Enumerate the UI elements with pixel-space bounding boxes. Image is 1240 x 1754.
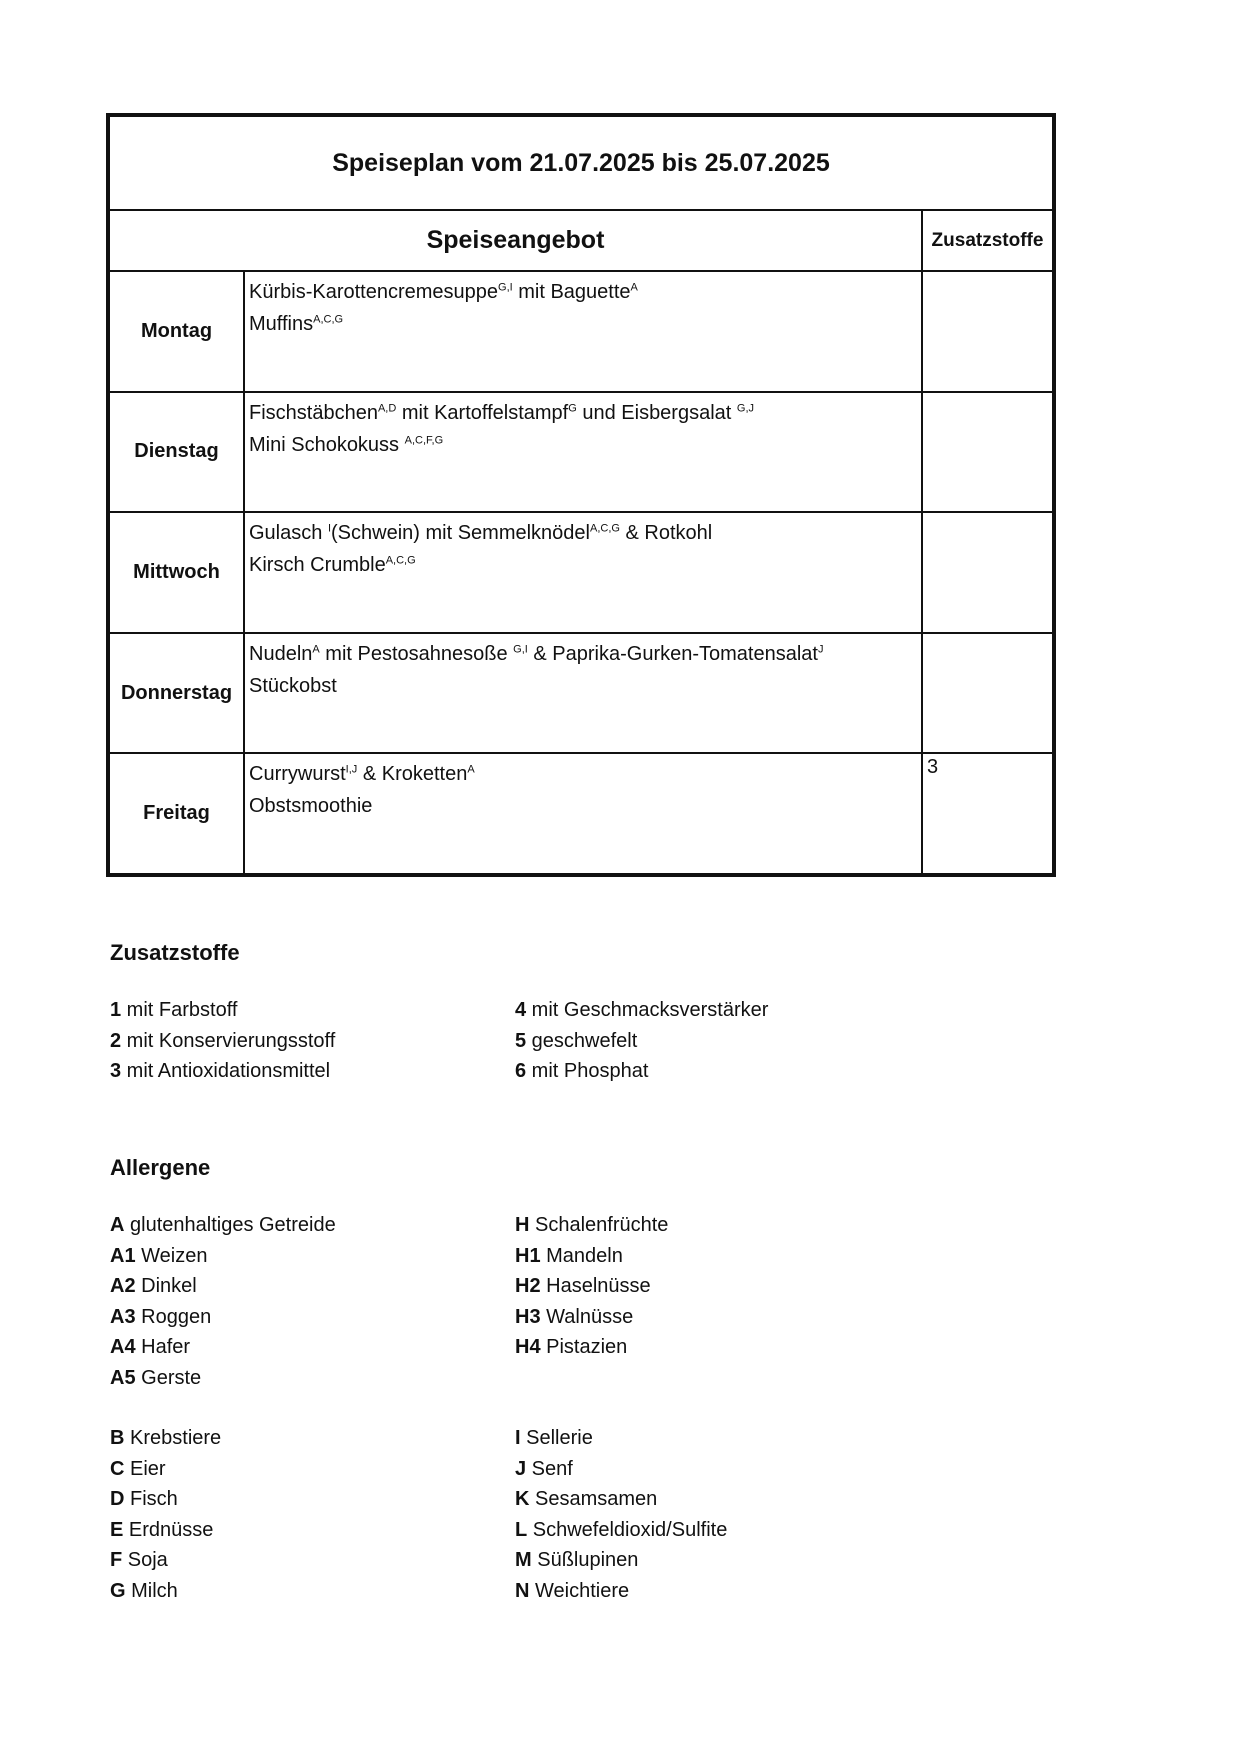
legend-code: A bbox=[110, 1214, 125, 1236]
additives-legend-title: Zusatzstoffe bbox=[110, 940, 240, 965]
legend-text: Pistazien bbox=[540, 1336, 628, 1358]
additives-cell bbox=[923, 393, 1052, 512]
legend-text: mit Phosphat bbox=[526, 1060, 649, 1082]
dish-line bbox=[249, 638, 921, 670]
legend-item bbox=[110, 1427, 221, 1450]
legend-code: M bbox=[515, 1549, 532, 1571]
legend-code: H1 bbox=[515, 1244, 541, 1267]
legend-text: Sesamsamen bbox=[529, 1488, 658, 1510]
dish-text: Currywurst bbox=[249, 763, 346, 786]
legend-item bbox=[515, 1427, 593, 1450]
legend-item bbox=[515, 1060, 648, 1083]
legend-item bbox=[515, 1306, 633, 1329]
legend-text: Weichtiere bbox=[529, 1579, 630, 1602]
dish-line bbox=[249, 308, 921, 340]
legend-code: J bbox=[515, 1457, 527, 1480]
legend-code: 6 bbox=[515, 1060, 527, 1082]
legend-text: geschwefelt bbox=[526, 1029, 638, 1052]
dish-text: Kürbis-Karottencremesuppe bbox=[249, 281, 499, 303]
menu-table bbox=[106, 113, 1056, 877]
allergen-superscript: A bbox=[312, 643, 320, 656]
legend-code: H3 bbox=[515, 1305, 541, 1328]
legend-text: Haselnüsse bbox=[540, 1275, 651, 1297]
legend-code: D bbox=[110, 1488, 125, 1510]
dish-line bbox=[249, 670, 921, 702]
legend-text: mit Antioxidationsmittel bbox=[121, 1060, 331, 1082]
legend-text: mit Farbstoff bbox=[121, 999, 238, 1021]
legend-item bbox=[515, 1549, 638, 1572]
legend-code: 2 bbox=[110, 1029, 122, 1052]
allergen-superscript: A,C,G bbox=[313, 313, 344, 326]
dish-line bbox=[249, 549, 921, 581]
legend-code: A1 bbox=[110, 1244, 136, 1267]
dish-text: & Paprika-Gurken-Tomatensalat bbox=[527, 642, 818, 665]
allergen-superscript: I bbox=[327, 522, 331, 535]
additives-cell bbox=[923, 634, 1052, 753]
legend-text: Süßlupinen bbox=[531, 1549, 639, 1571]
dish-cell bbox=[245, 393, 921, 512]
legend-item bbox=[110, 1275, 197, 1298]
legend-item bbox=[515, 1030, 637, 1053]
dish-text: (Schwein) mit Semmelknödel bbox=[331, 522, 590, 545]
dish-cell bbox=[245, 754, 921, 873]
legend-code: N bbox=[515, 1579, 530, 1602]
legend-code: H2 bbox=[515, 1275, 541, 1297]
allergen-superscript: A bbox=[467, 763, 475, 776]
legend-item bbox=[515, 1336, 627, 1359]
allergen-superscript: I,J bbox=[345, 763, 358, 776]
header-additives: Zusatzstoffe bbox=[931, 229, 1044, 251]
additives-cell: 3 bbox=[927, 756, 939, 779]
allergen-superscript: G,J bbox=[736, 401, 755, 414]
dish-text: & Rotkohl bbox=[619, 522, 713, 545]
legend-text: Schalenfrüchte bbox=[529, 1214, 669, 1236]
day-label: Montag bbox=[140, 319, 213, 342]
legend-code: B bbox=[110, 1427, 125, 1449]
legend-code: E bbox=[110, 1518, 124, 1541]
header-offer: Speiseangebot bbox=[426, 226, 605, 254]
legend-text: Fisch bbox=[124, 1488, 178, 1510]
legend-text: glutenhaltiges Getreide bbox=[124, 1214, 336, 1236]
dish-line bbox=[249, 429, 921, 461]
legend-item bbox=[515, 1245, 623, 1268]
legend-code: 3 bbox=[110, 1060, 122, 1082]
legend-text: Schwefeldioxid/Sulfite bbox=[527, 1518, 728, 1541]
legend-text: mit Konservierungsstoff bbox=[121, 1029, 336, 1052]
allergen-superscript: A bbox=[630, 281, 638, 294]
legend-item bbox=[515, 1275, 651, 1298]
legend-code: A3 bbox=[110, 1305, 136, 1328]
legend-item bbox=[110, 1580, 178, 1603]
additives-cell bbox=[923, 272, 1052, 391]
legend-code: A4 bbox=[110, 1336, 136, 1358]
allergen-superscript: A,C,G bbox=[385, 554, 416, 567]
legend-text: Milch bbox=[125, 1579, 178, 1602]
legend-code: A2 bbox=[110, 1275, 136, 1297]
dish-line bbox=[249, 758, 921, 790]
dish-cell bbox=[245, 272, 921, 391]
legend-item bbox=[110, 1245, 207, 1268]
dish-text: Mini Schokokuss bbox=[249, 433, 405, 456]
allergen-superscript: G bbox=[568, 401, 577, 414]
legend-text: Sellerie bbox=[520, 1427, 593, 1449]
dish-text: mit Pestosahnesoße bbox=[319, 642, 514, 665]
dish-cell bbox=[245, 513, 921, 632]
legend-text: Krebstiere bbox=[124, 1427, 222, 1449]
allergen-superscript: G,I bbox=[498, 281, 513, 294]
dish-cell bbox=[245, 634, 921, 753]
legend-item bbox=[110, 1488, 178, 1511]
day-label: Donnerstag bbox=[120, 681, 233, 704]
legend-text: Mandeln bbox=[540, 1244, 623, 1267]
legend-text: Roggen bbox=[135, 1305, 212, 1328]
menu-title: Speiseplan vom 21.07.2025 bis 25.07.2025 bbox=[332, 148, 830, 177]
day-label: Freitag bbox=[143, 802, 210, 825]
legend-item bbox=[515, 1519, 727, 1542]
legend-item bbox=[515, 999, 768, 1022]
dish-text: mit Baguette bbox=[512, 281, 631, 303]
allergen-superscript: A,C,F,G bbox=[404, 433, 444, 446]
dish-text: Stückobst bbox=[249, 674, 337, 697]
legend-text: Erdnüsse bbox=[123, 1518, 214, 1541]
dish-text: mit Kartoffelstampf bbox=[396, 401, 569, 424]
legend-code: L bbox=[515, 1518, 528, 1541]
legend-code: 4 bbox=[515, 999, 527, 1021]
legend-text: Weizen bbox=[135, 1244, 208, 1267]
legend-item bbox=[110, 1549, 168, 1572]
legend-code: H bbox=[515, 1214, 530, 1236]
dish-text: Nudeln bbox=[249, 642, 313, 665]
legend-item bbox=[110, 1367, 201, 1390]
legend-text: Hafer bbox=[135, 1336, 191, 1358]
dish-line bbox=[249, 397, 921, 429]
legend-item bbox=[515, 1214, 668, 1237]
legend-item bbox=[515, 1488, 657, 1511]
dish-line bbox=[249, 517, 921, 549]
legend-code: K bbox=[515, 1488, 530, 1510]
legend-code: G bbox=[110, 1579, 126, 1602]
allergen-superscript: G,I bbox=[513, 643, 528, 656]
allergen-superscript: A,C,G bbox=[589, 522, 620, 535]
legend-code: C bbox=[110, 1457, 125, 1480]
legend-text: Dinkel bbox=[135, 1275, 197, 1297]
legend-item bbox=[110, 1336, 190, 1359]
legend-item bbox=[110, 1214, 336, 1237]
dish-text: Gulasch bbox=[249, 522, 328, 545]
dish-line bbox=[249, 790, 921, 822]
legend-item bbox=[110, 1458, 166, 1481]
day-label: Dienstag bbox=[134, 440, 219, 463]
legend-item bbox=[110, 1306, 211, 1329]
allergen-superscript: J bbox=[817, 643, 824, 656]
legend-text: Gerste bbox=[135, 1366, 202, 1389]
additives-cell bbox=[923, 513, 1052, 632]
legend-code: 5 bbox=[515, 1029, 527, 1052]
legend-code: I bbox=[515, 1427, 521, 1449]
dish-text: Fischstäbchen bbox=[249, 401, 378, 424]
legend-text: Walnüsse bbox=[540, 1305, 634, 1328]
legend-item bbox=[110, 1030, 335, 1053]
dish-text: Kirsch Crumble bbox=[249, 554, 386, 577]
legend-item bbox=[110, 1060, 330, 1083]
allergens-legend-title: Allergene bbox=[110, 1155, 211, 1180]
dish-text: und Eisbergsalat bbox=[576, 401, 737, 424]
legend-text: Eier bbox=[124, 1457, 166, 1480]
dish-text: Muffins bbox=[249, 313, 314, 335]
legend-item bbox=[515, 1580, 629, 1603]
day-label: Mittwoch bbox=[133, 560, 220, 583]
legend-text: Soja bbox=[122, 1549, 168, 1571]
legend-text: mit Geschmacksverstärker bbox=[526, 999, 769, 1021]
legend-code: 1 bbox=[110, 999, 122, 1021]
legend-item bbox=[110, 999, 237, 1022]
allergen-superscript: A,D bbox=[377, 401, 397, 414]
dish-text: Obstsmoothie bbox=[249, 795, 373, 818]
dish-line bbox=[249, 276, 921, 308]
dish-text: & Kroketten bbox=[357, 763, 468, 786]
legend-item bbox=[515, 1458, 573, 1481]
legend-code: F bbox=[110, 1549, 123, 1571]
legend-code: A5 bbox=[110, 1366, 136, 1389]
legend-code: H4 bbox=[515, 1336, 541, 1358]
legend-text: Senf bbox=[526, 1457, 573, 1480]
legend-item bbox=[110, 1519, 213, 1542]
